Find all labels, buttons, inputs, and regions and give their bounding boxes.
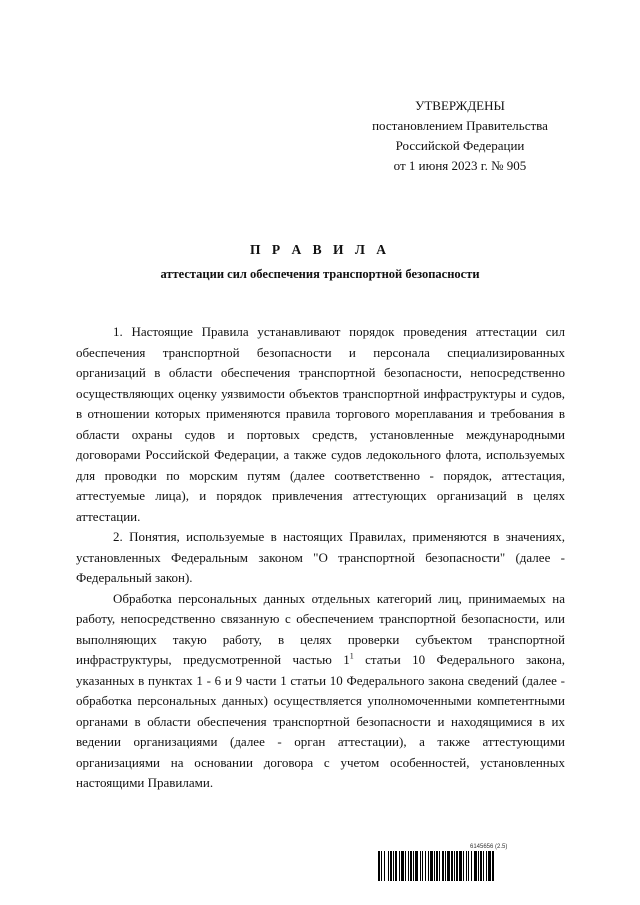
paragraph-1: 1. Настоящие Правила устанавливают порядок проведения аттестации сил обеспечения транспортной безопасности и персонала специализированных организаций в области обеспечения транспортной безопасности, непосредственно осуществляющих оценку уязвимости объектов транспортной инфраструктуры и судов, в отношении которых применяются правила торгового мореплавания и требования в области охраны судов и портовых средств, установленные международными договорами Российской Федерации, а также судов ледокольного флота, используемых для проводки по морским путям (далее соответственно - порядок, аттестация, аттестуемые лица), и порядок привлечения аттестующих организаций в целях аттестации. — [76, 324, 565, 524]
paragraph-3-part-1: Обработка персональных данных отдельных категорий лиц, принимаемых на работу, непосредственно связанную с обеспечением транспортной безопасности, или выполняющих такую работу, в целях проверки субъектом транспортной инфраструктуры, предусмотренной частью 1 — [76, 590, 565, 667]
approval-heading: УТВЕРЖДЕНЫ — [415, 98, 505, 113]
approval-line-resolution: постановлением Правительства — [372, 118, 548, 133]
paragraph-2: 2. Понятия, используемые в настоящих Правилах, применяются в значениях, установленных Федеральным законом "О транспортной безопасности" (далее - Федеральный закон). — [76, 529, 565, 585]
approval-line-federation: Российской Федерации — [395, 138, 525, 153]
barcode — [378, 851, 568, 881]
barcode-number: 6145656 (2.5) — [470, 844, 508, 850]
paragraph-3 — [76, 589, 565, 794]
approval-line-date: от 1 июня 2023 г. № 905 — [393, 158, 527, 173]
document-body — [76, 322, 565, 794]
approval-block — [340, 96, 580, 176]
paragraph-3-part-2: статьи 10 Федерального закона, указанных в пунктах 1 - 6 и 9 части 1 статьи 10 Федерального закона сведений (далее - обработка персональных данных) осуществляется уполномоченными компетентными органами в области обеспечения транспортной безопасности и находящимися в их ведении организациями (далее - орган аттестации), а также аттестующими организациями на основании договора с учетом особенностей, установленных настоящими Правилами. — [76, 652, 565, 790]
document-title: П Р А В И Л А — [249, 242, 391, 257]
superscript-marker: 1 — [349, 651, 354, 661]
document-subtitle: аттестации сил обеспечения транспортной безопасности — [160, 267, 480, 281]
